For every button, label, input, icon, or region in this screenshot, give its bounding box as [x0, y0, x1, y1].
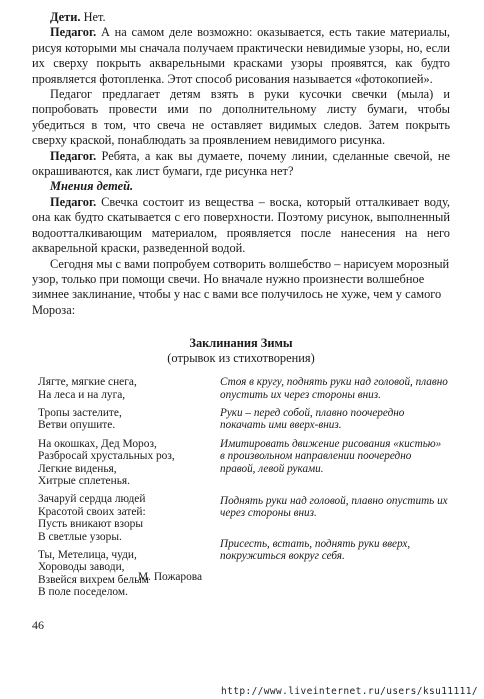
poem-author: М. Пожарова — [138, 571, 203, 584]
instruction: Имитировать движение рисования «кистью» в произвольном направлении поочередно правой, левой руками. — [220, 437, 442, 475]
paragraph-text: Нет. — [80, 10, 106, 24]
verse-line: Ты, Метелица, чуди, — [38, 549, 137, 561]
verse-line: Тропы застелите, — [38, 406, 122, 419]
verse-line: Взвейся вихрем белым — [38, 573, 149, 586]
instruction: Присесть, встать, поднять руки вверх, покружиться вокруг себя. — [220, 537, 411, 563]
poem-block — [32, 376, 450, 599]
verse-line: Красотой своих затей: — [38, 505, 146, 518]
paragraph — [32, 25, 450, 87]
paragraph — [32, 257, 450, 319]
stanza — [38, 407, 213, 432]
paragraph-text: Педагог предлагает детям взять в руки кусочки свечки (мыла) и попробовать провести ими по дополнительному листу бумаги, чтобы убедиться в том, что свеча не оставляет видимых следов. Затем покрыть сверху краской, понаблюдать за проявлением невидимого рисунка. — [32, 87, 450, 148]
verse-line: Хитрые сплетенья. — [38, 474, 130, 487]
speaker-label: Педагог. — [50, 194, 97, 209]
verse-line: В поле поседелом. — [38, 586, 128, 599]
poem-subtitle: (отрывок из стихотворения) — [167, 351, 315, 366]
paragraph-text: Сегодня мы с вами попробуем сотворить волшебство – нарисуем морозный узор, только при помощи свечи. Но вначале нужно произнести волшебное зимнее заклинание, чтобы у нас с вами все получилось не хуже, чем у самого Мороза: — [32, 256, 450, 317]
speaker-label: Педагог. — [50, 148, 97, 163]
verse-line: Зачаруй сердца людей — [38, 493, 146, 506]
text-body — [32, 10, 450, 318]
paragraph — [32, 10, 450, 25]
instruction: Стоя в кругу, поднять руки над головой, плавно опустить их через стороны вниз. — [220, 376, 448, 401]
verse-line: На леса и на луга, — [38, 388, 126, 401]
paragraph — [32, 195, 450, 257]
page-number: 46 — [32, 618, 44, 632]
speaker-label: Педагог. — [50, 25, 97, 40]
speaker-label: Дети. — [50, 10, 81, 24]
instruction: Руки – перед собой, плавно поочередно покачать ими вверх-вниз. — [220, 406, 405, 432]
verse-line: Хороводы заводи, — [38, 561, 125, 574]
paragraph-text: А на самом деле возможно: оказывается, есть такие материалы, рисуя которыми мы сначала получаем практически невидимые узоры, но, если их сверху покрыть акварельными красками узоры проявятся, как будто проявляется фотопленка. Этот способ рисования называется «фотокопией». — [32, 25, 450, 86]
verse-line: Пусть вникают взоры — [38, 518, 144, 531]
paragraph — [32, 87, 450, 149]
verse-line: В светлые узоры. — [38, 530, 122, 543]
stanza — [38, 376, 213, 401]
poem-title: Заклинания Зимы — [189, 336, 293, 351]
stanza — [38, 438, 213, 488]
remark-text: Мнения детей. — [50, 179, 134, 194]
paragraph-text: Ребята, а как вы думаете, почему линии, сделанные свечой, не окрашиваются, как лист бумаги, где рисунка нет? — [32, 148, 450, 179]
verse-line: Ветви опушите. — [38, 419, 116, 432]
watermark-url: http://www.liveinternet.ru/users/ksu11111/ — [220, 686, 478, 697]
verse-line: Разбросай хрустальных роз, — [38, 450, 175, 463]
movement-instructions — [220, 376, 448, 570]
paragraph — [32, 179, 450, 194]
paragraph — [32, 149, 450, 180]
stanza — [38, 493, 213, 543]
verse-line: Лягте, мягкие снега, — [38, 376, 137, 389]
verse-line: Легкие виденья, — [38, 462, 117, 475]
instruction: Поднять руки над головой, плавно опустить их через стороны вниз. — [220, 494, 448, 520]
paragraph-text: Свечка состоит из вещества – воска, который отталкивает воду, она как будто скатывается с его поверхности. Поэтому рисунок, выполненный водоотталкивающим материалом, проявляется после нанесения на него акварельной краски, разведенной водой. — [32, 194, 450, 256]
page-body — [32, 10, 450, 599]
verse-line: На окошках, Дед Мороз, — [38, 437, 157, 450]
